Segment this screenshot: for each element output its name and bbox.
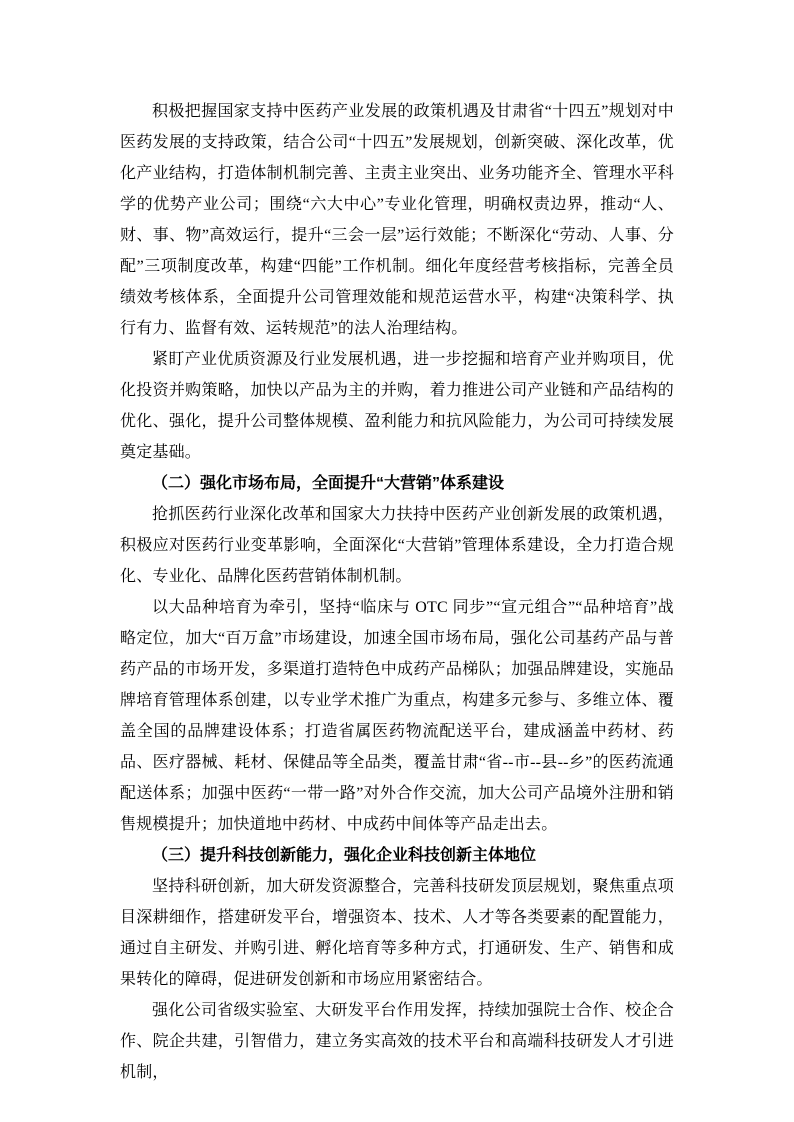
page-text-body bbox=[120, 96, 674, 1088]
paragraph-management-reform: 积极把握国家支持中医药产业发展的政策机遇及甘肃省“十四五”规划对中医药发展的支持政策，结合公司“十四五”发展规划，创新突破、深化改革，优化产业结构，打造体制机制完善、主责主业突出、业务功能齐全、管理水平科学的优势产业公司；围绕“六大中心”专业化管理，明确权责边界，推动“人、财、事、物”高效运行，提升“三会一层”运行效能；不断深化“劳动、人事、分配”三项制度改革，构建“四能”工作机制。细化年度经营考核指标，完善全员绩效考核体系，全面提升公司管理效能和规范运营水平，构建“决策科学、执行有力、监督有效、运转规范”的法人治理结构。 bbox=[120, 103, 674, 337]
paragraph-rnd-integration: 坚持科研创新，加大研发资源整合，完善科技研发顶层规划，聚焦重点项目深耕细作，搭建研发平台，增强资本、技术、人才等各类要素的配置能力，通过自主研发、并购引进、孵化培育等多种方式，打通研发、生产、销售和成果转化的障碍，促进研发创新和市场应用紧密结合。 bbox=[120, 878, 674, 988]
section-heading-2-marketing: （二）强化市场布局，全面提升“大营销”体系建设 bbox=[152, 475, 505, 492]
paragraph-merger-acquisition: 紧盯产业优质资源及行业发展机遇，进一步挖掘和培育产业并购项目，优化投资并购策略，加快以产品为主的并购，着力推进公司产业链和产品结构的优化、强化，提升公司整体规模、盈利能力和抗风险能力，为公司可持续发展奠定基础。 bbox=[120, 351, 674, 461]
paragraph-lab-platform-cooperation: 强化公司省级实验室、大研发平台作用发挥，持续加强院士合作、校企合作、院企共建，引智借力，建立务实高效的技术平台和高端科技研发人才引进机制， bbox=[120, 1002, 674, 1081]
paragraph-brand-and-logistics: 以大品种培育为牵引，坚持“临床与 OTC 同步”“宣元组合”“品种培育”战略定位，加大“百万盒”市场建设，加速全国市场布局，强化公司基药产品与普药产品的市场开发，多渠道打造特色中成药产品梯队；加强品牌建设，实施品牌培育管理体系创建，以专业学术推广为重点，构建多元参与、多维立体、覆盖全国的品牌建设体系；打造省属医药物流配送平台，建成涵盖中药材、药品、医疗器械、耗材、保健品等全品类，覆盖甘肃“省--市--县--乡”的医药流通配送体系；加强中医药“一带一路”对外合作交流，加大公司产品境外注册和销售规模提升；加快道地中药材、中成药中间体等产品走出去。 bbox=[120, 599, 674, 833]
section-heading-3-tech-innovation: （三）提升科技创新能力，强化企业科技创新主体地位 bbox=[152, 847, 537, 864]
paragraph-marketing-system: 抢抓医药行业深化改革和国家大力扶持中医药产业创新发展的政策机遇，积极应对医药行业变革影响，全面深化“大营销”管理体系建设，全力打造合规化、专业化、品牌化医药营销体制机制。 bbox=[120, 506, 674, 585]
